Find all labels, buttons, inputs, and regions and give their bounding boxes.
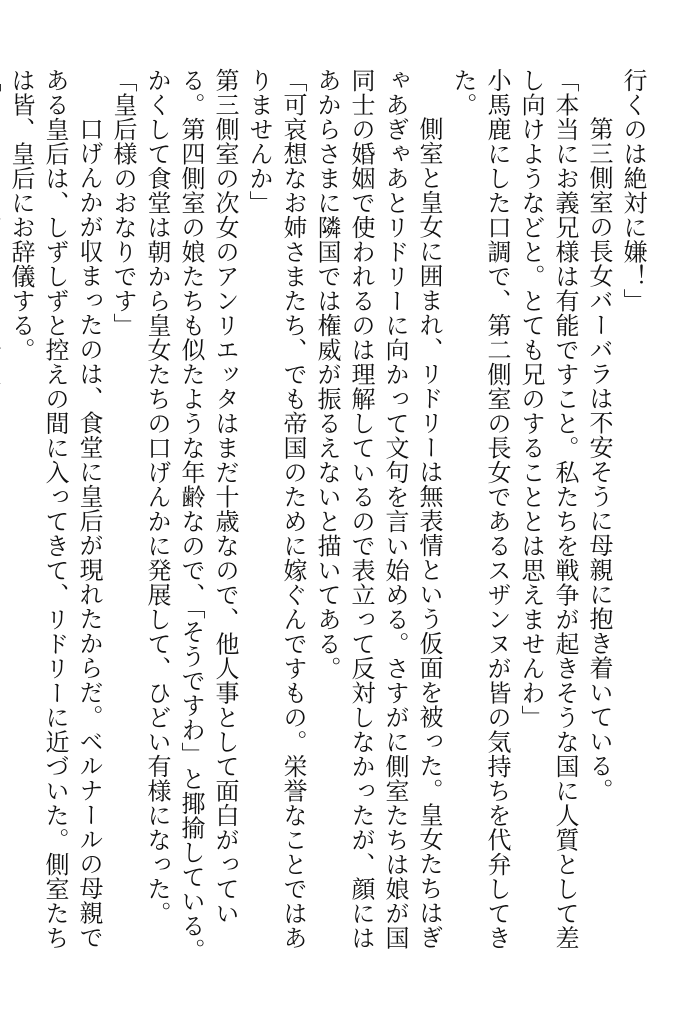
paragraph-2 (582, 68, 616, 968)
paragraph-6: 「可哀想なお姉さまたち、でも帝国のために嫁ぐんですもの。栄誉なことではありませんか」 (245, 68, 307, 950)
paragraph-3: 「本当にお義兄様は有能ですこと。私たちを戦争が起きそうな国に人質として差し向けようなどと。とても兄のすることとは思えませんわ」 (517, 68, 579, 950)
paragraph-4: 小馬鹿にした口調で、第二側室の長女であるスザンヌが皆の気持ちを代弁してきた。 (449, 68, 511, 950)
paragraph-7: 第三側室の次女のアンリエッタはまだ十歳なので、他人事として面白がっている。第四側室の娘たちも似たような年齢なので、「そうですわ」と揶揄している。かくして食堂は朝から皇女たちの口げんかに発展して、ひどい有様になった。 (143, 68, 239, 963)
paragraph-9 (4, 68, 106, 968)
paragraph-1: 行くのは絶対に嫌！」 (619, 68, 647, 313)
paragraph-5-text: 側室と皇女に囲まれ、リドリーは無表情という仮面を被った。皇女たちはぎゃあぎゃあとリドリーに向かって文句を言い始める。さすがに側室たちは娘が国同士の婚姻で使われるのは理解しているので表立って反対しなかったが、顔にはあからさまに隣国では権威が振るえないと描いてある。 (313, 68, 443, 950)
vertical-text-block (7, 68, 650, 968)
paragraph-9-text: 口げんかが収まったのは、食堂に皇后が現れたからだ。ベルナールの母親である皇后は、しずしずと控えの間に入ってきて、リドリーに近づいた。側室たちは皆、皇后にお辞儀する。 (7, 68, 103, 950)
paragraph-2-text: 第三側室の長女バーバラは不安そうに母親に抱き着いている。 (585, 116, 613, 803)
paragraph-8: 「皇后様のおなりです」 (109, 68, 137, 338)
paragraph-10 (0, 68, 4, 968)
paragraph-5 (310, 68, 446, 968)
